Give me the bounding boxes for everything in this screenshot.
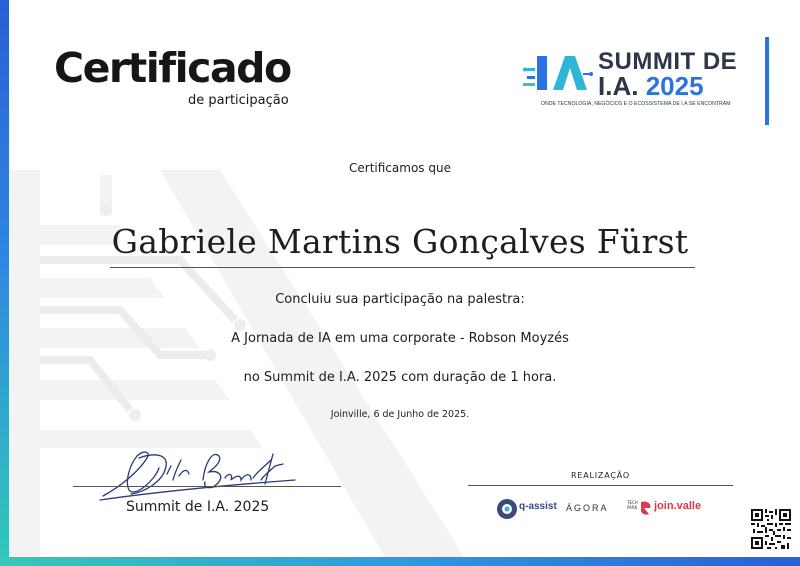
- realizacao-heading: REALIZAÇÃO: [571, 471, 630, 480]
- agora-logo-name: ÁGORA: [566, 503, 609, 513]
- certificate-title: Certificado: [54, 44, 291, 92]
- event-text: no Summit de I.A. 2025 com duração de 1 hora.: [243, 370, 557, 385]
- joinvalle-logo-name: join.valle: [654, 500, 702, 512]
- summit-logo-prefix: I.A.: [598, 71, 639, 101]
- realizacao-line: [468, 485, 733, 486]
- signature-line: [73, 486, 341, 487]
- completion-text: Concluiu sua participação na palestra:: [275, 292, 525, 307]
- joinvalle-icon: [639, 499, 653, 517]
- talk-text: A Jornada de IA em uma corporate - Robson Moyzés: [231, 331, 569, 346]
- summit-logo-year: 2025: [645, 71, 704, 101]
- recipient-name: Gabriele Martins Gonçalves Fürst: [111, 222, 689, 261]
- qassist-name: q-assist: [519, 501, 557, 512]
- ia-logo-icon: [523, 50, 595, 98]
- partner-logos: [496, 496, 736, 522]
- summit-logo-line2: [598, 71, 704, 102]
- left-accent-stripe: [0, 0, 9, 566]
- date-text: Joinville, 6 de Junho de 2025.: [330, 409, 470, 420]
- certify-text: Certificamos que: [349, 161, 451, 175]
- summit-logo: [523, 40, 753, 120]
- name-underline: [110, 267, 695, 268]
- qr-code-icon: [751, 509, 791, 549]
- agora-tech-label: TECH PARK: [627, 500, 638, 510]
- signature-icon: [95, 440, 310, 505]
- signature-label: Summit de I.A. 2025: [126, 499, 270, 515]
- summit-logo-tagline: ONDE TECNOLOGIA, NEGÓCIOS E O ECOSSISTEMA DE I.A SE ENCONTRAM: [541, 101, 731, 107]
- qassist-icon: [496, 498, 518, 520]
- bottom-accent-stripe: [0, 557, 800, 566]
- summit-logo-line1: SUMMIT DE: [598, 48, 738, 75]
- certificate-subtitle: de participação: [188, 93, 289, 108]
- logo-accent-bar: [765, 37, 769, 125]
